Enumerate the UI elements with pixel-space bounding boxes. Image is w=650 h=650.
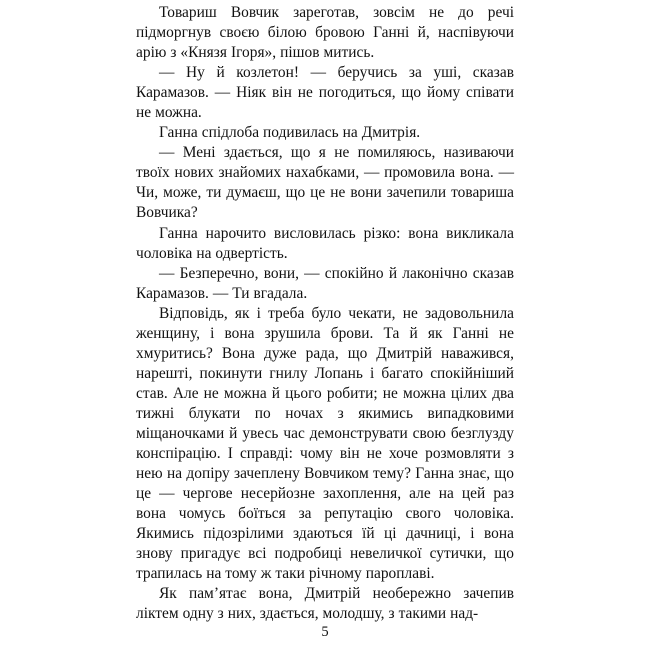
paragraph: — Безперечно, вони, — спокійно й лаконічно сказав Карамазов. — Ти вгадала. bbox=[136, 264, 514, 302]
paragraph: Як пам’ятає вона, Дмитрій необережно зачепив ліктем одну з них, здається, молодшу, з такими над- bbox=[136, 585, 514, 623]
page-number: 5 bbox=[321, 624, 329, 640]
paragraph: Відповідь, як і треба було чекати, не задовольнила женщину, і вона зрушила брови. Та й як Ганні не хмуритись? Вона дуже рада, що Дмитрій наважився, нарешті, покинути гнилу Лопань і багато спокійніший став. Але не можна й цього робити; не можна цілих два тижні блукати по ночах з якимись випадковими міщаночками й увесь час демонструвати свою безглузду конспірацію. І справді: чому він не хоче розмовляти з нею на допіру зачеплену Вовчиком тему? Ганна знає, що це — чергове несерйозне захоплення, але на цей раз вона чомусь боїться за репутацію свого чоловіка. Якимись підозрілими здаються їй ці дачниці, і вона знову пригадує всі подробиці невеличкої сутички, що трапилась на тому ж таки річному пароплаві. bbox=[136, 304, 514, 583]
paragraph: Товариш Вовчик зареготав, зовсім не до речі підморгнув своєю білою бровою Ганні й, наспівуючи арію з «Князя Ігоря», пішов митись. bbox=[136, 4, 514, 62]
paragraph: Ганна нарочито висловилась різко: вона викликала чоловіка на одвертість. bbox=[136, 224, 514, 262]
paragraph: — Ну й козлетон! — беручись за уші, сказав Карамазов. — Ніяк він не погодиться, що йому співати не можна. bbox=[136, 64, 514, 122]
body-text-column bbox=[136, 3, 514, 624]
paragraph: Ганна спідлоба подивилась на Дмитрія. bbox=[159, 124, 421, 142]
paragraph: — Мені здається, що я не помиляюсь, називаючи твоїх нових знайомих нахабками, — промовила вона. — Чи, може, ти думаєш, що це не вони зачепили товариша Вовчика? bbox=[136, 144, 514, 222]
